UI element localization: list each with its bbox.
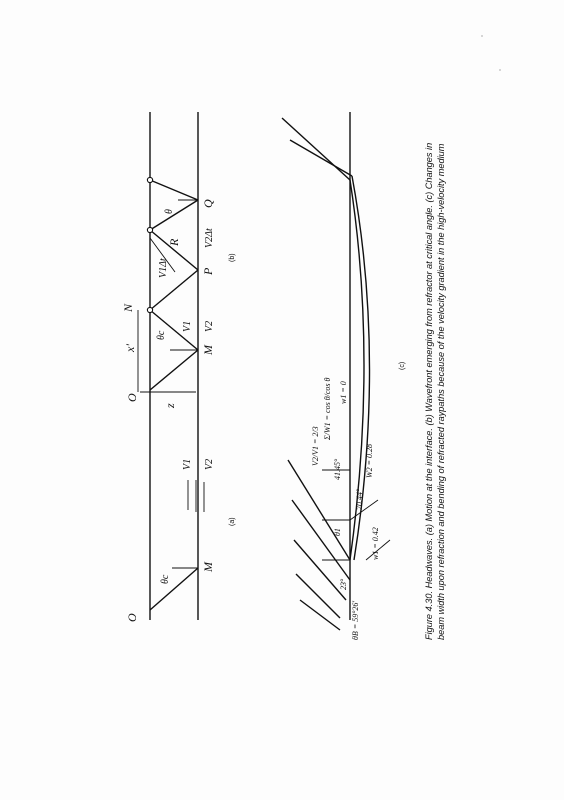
scan-speck-2 [499,69,500,70]
incident-ray-a [150,568,198,610]
label-v1-b: V1 [182,320,193,332]
panel-a-label: (a) [229,517,236,526]
emergent-ray-1 [282,118,350,180]
incident-beam-4 [296,574,340,618]
label-a23: 23° [339,578,348,590]
label-theta-b: θB = 59°26' [351,600,360,640]
point-top2 [147,177,152,182]
label-w2: W2 = 0.28 [365,443,374,478]
incident-ray [150,350,198,390]
label-P: P [201,267,215,275]
incident-beam-5 [300,600,340,630]
panel-a [125,430,236,622]
caption-line-1: Figure 4.30. Headwaves. (a) Motion at the interface. (b) Wavefront emerging from refractor at critical angle. (c) Changes in [424,142,434,640]
ray-q2 [150,180,198,200]
label-theta-a: θc [160,574,171,584]
label-Q: Q [201,199,215,208]
label-M-b: M [201,345,215,355]
label-z: z [163,403,177,408]
label-w042: w1 = 0.42 [371,527,380,560]
label-N: N [121,303,135,312]
panel-c-label: (c) [399,361,406,370]
panel-c [282,112,406,640]
panel-b-label: (b) [229,253,236,262]
label-theta-c-b: θc [156,330,167,340]
label-O-b: O [125,393,139,402]
label-O-a: O [125,613,139,622]
label-a41: 41.45° [333,458,342,480]
label-a70: 70.44° [355,488,364,510]
label-x: x' [123,344,137,352]
emergent-ray-2 [290,140,352,176]
label-w1-zero: w1 = 0 [339,381,348,404]
point-top [147,227,152,232]
label-R: R [167,238,181,246]
caption-line-2: beam width upon refraction and bending of refracted raypaths because of the velocity gradient in the high-velocity medium [436,143,446,640]
label-v2-b: V2 [204,320,215,332]
scan-speck-1 [481,35,482,36]
label-w-ratio: Σ/W1 = cos θ/cos θ [323,377,332,440]
label-v1-a: V1 [182,458,193,470]
panel-b [121,112,236,430]
incident-beam-3 [294,540,346,600]
label-v1dt: V1Δt [158,258,169,278]
label-v2dt: V2Δt [204,228,215,248]
ray-q [150,200,198,230]
label-v2-a: V2 [204,458,215,470]
caption [424,143,446,640]
label-theta1-c: θ1 [333,528,342,536]
label-ratio: V2/V1 = 2/3 [311,426,320,466]
label-theta-q: θ [164,209,175,214]
point-n [147,307,152,312]
label-M-a: M [201,562,215,572]
